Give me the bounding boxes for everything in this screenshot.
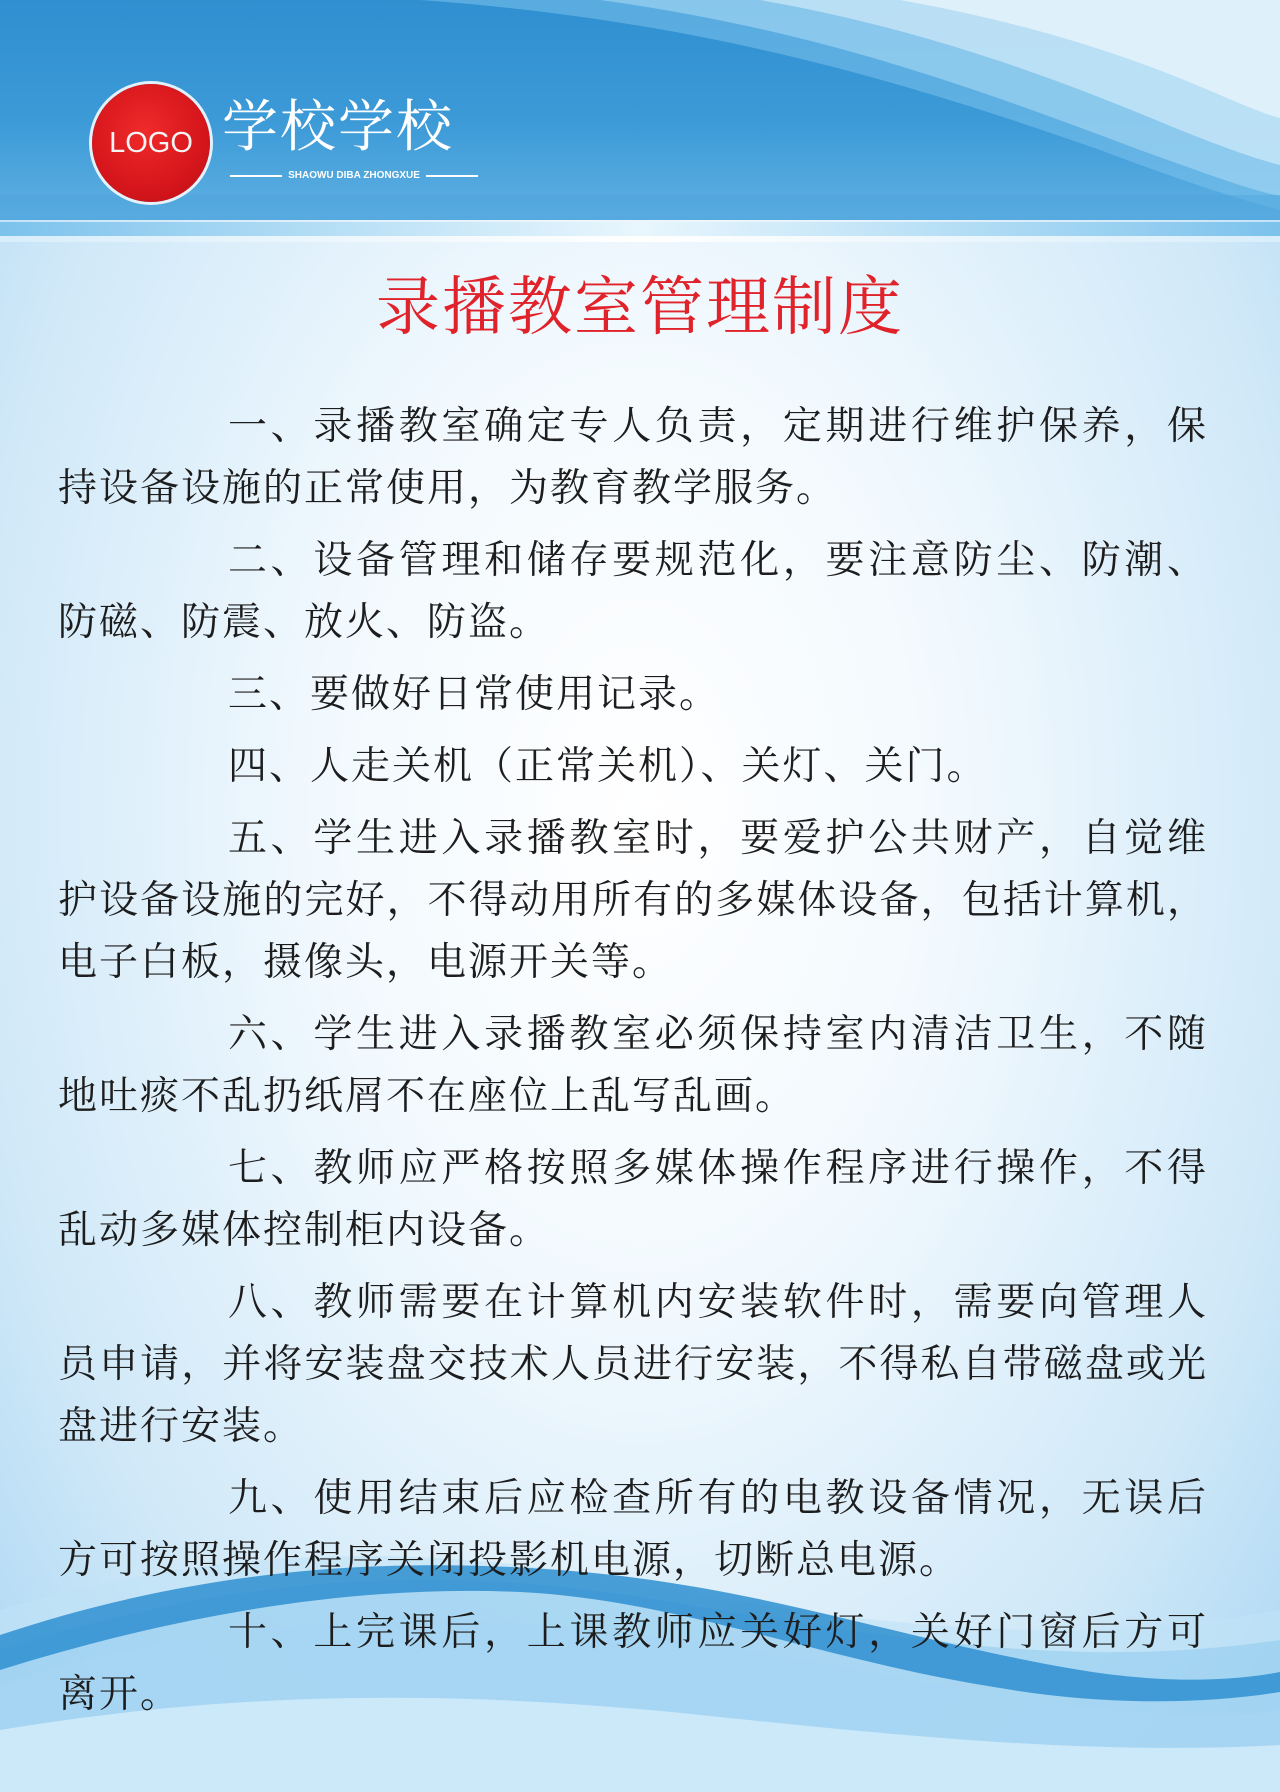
rule-item: 一、录播教室确定专人负责，定期进行维护保养，保持设备设施的正常使用，为教育教学服务。 bbox=[58, 404, 1208, 511]
header-divider bbox=[0, 222, 1280, 236]
page-title: 录播教室管理制度 bbox=[376, 271, 904, 345]
header-band bbox=[0, 0, 1280, 220]
rule-item: 十、上完课后，上课教师应关好灯，关好门窗后方可离开。 bbox=[58, 1610, 1208, 1717]
rule-item: 六、学生进入录播教室必须保持室内清洁卫生，不随地吐痰不乱扔纸屑不在座位上乱写乱画。 bbox=[58, 1012, 1208, 1119]
rules-body bbox=[58, 396, 1208, 1736]
rule-item: 五、学生进入录播教室时，要爱护公共财产，自觉维护设备设施的完好，不得动用所有的多媒体设备，包括计算机，电子白板，摄像头，电源开关等。 bbox=[58, 816, 1208, 985]
rule-item: 三、要做好日常使用记录。 bbox=[228, 672, 721, 717]
rule-item: 九、使用结束后应检查所有的电教设备情况，无误后方可按照操作程序关闭投影机电源，切断总电源。 bbox=[58, 1476, 1208, 1583]
rule-item: 七、教师应严格按照多媒体操作程序进行操作，不得乱动多媒体控制柜内设备。 bbox=[58, 1146, 1208, 1253]
subtitle-rule-left bbox=[230, 175, 282, 177]
logo-text: LOGO bbox=[109, 126, 193, 159]
rule-item: 八、教师需要在计算机内安装软件时，需要向管理人员申请，并将安装盘交技术人员进行安装，不得私自带磁盘或光盘进行安装。 bbox=[58, 1280, 1208, 1449]
rule-item: 四、人走关机（正常关机）、关灯、关门。 bbox=[228, 744, 988, 789]
rule-item: 二、设备管理和储存要规范化，要注意防尘、防潮、防磁、防震、放火、防盗。 bbox=[58, 538, 1208, 645]
school-subtitle bbox=[230, 170, 478, 181]
logo-badge bbox=[92, 84, 210, 202]
header-divider-highlight bbox=[0, 236, 1280, 242]
subtitle-rule-right bbox=[426, 175, 478, 177]
school-subtitle-text: SHAOWU DIBA ZHONGXUE bbox=[288, 170, 420, 181]
school-name: 学校学校 bbox=[222, 95, 454, 160]
